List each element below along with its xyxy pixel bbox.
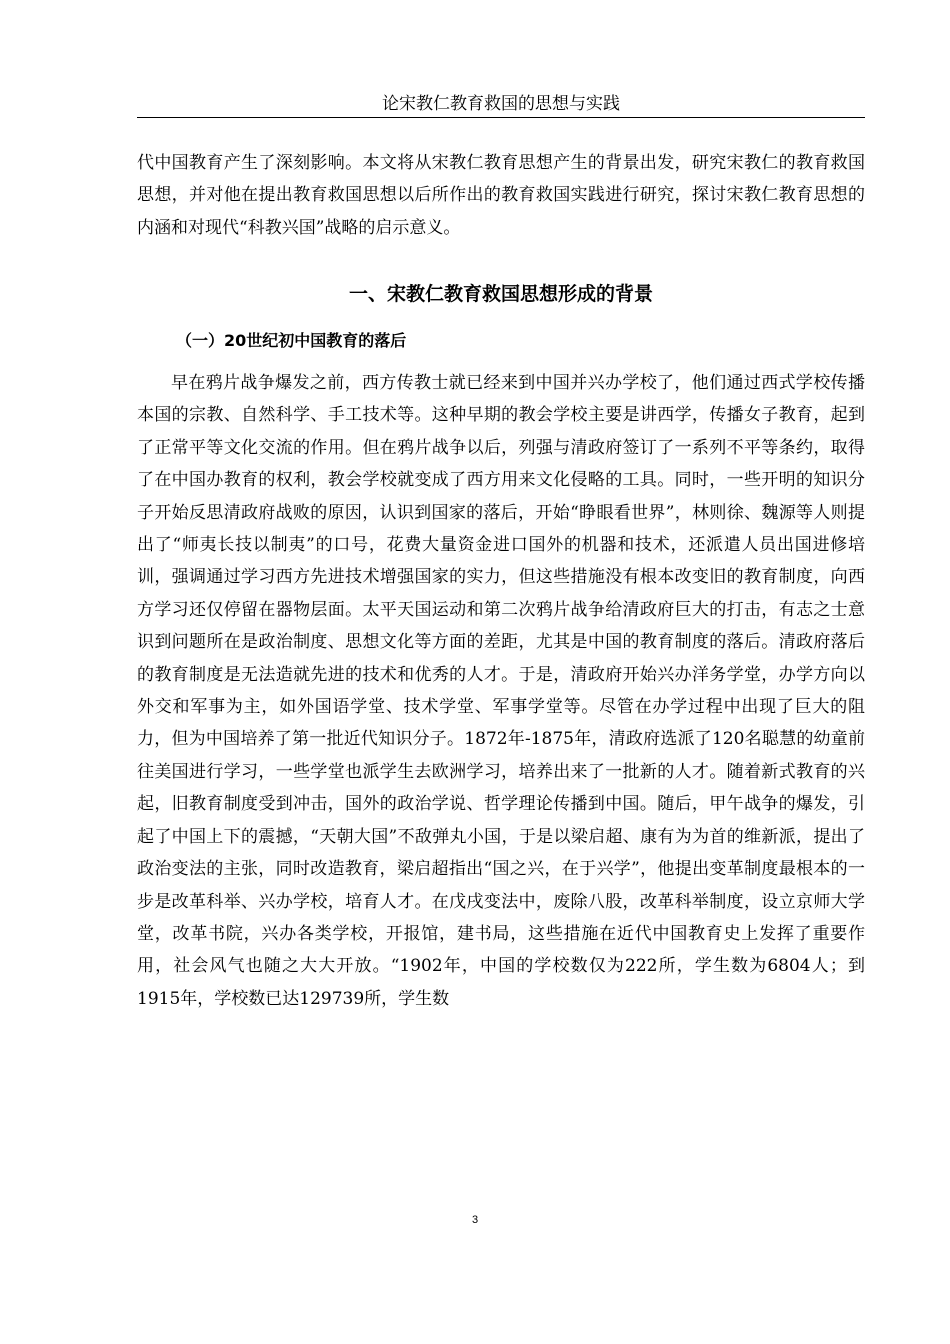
intro-paragraph: 代中国教育产生了深刻影响。本文将从宋教仁教育思想产生的背景出发，研究宋教仁的教育救国思想，并对他在提出教育救国思想以后所作出的教育救国实践进行研究，探讨宋教仁教育思想的内涵和对现代“科教兴国”战略的启示意义。: [137, 153, 865, 238]
main-paragraph: 早在鸦片战争爆发之前，西方传教士就已经来到中国并兴办学校了，他们通过西式学校传播本国的宗教、自然科学、手工技术等。这种早期的教会学校主要是讲西学，传播女子教育，起到了正常平等文化交流的作用。但在鸦片战争以后，列强与清政府签订了一系列不平等条约，取得了在中国办教育的权利，教会学校就变成了西方用来文化侵略的工具。同时，一些开明的知识分子开始反思清政府战败的原因，认识到国家的落后，开始“睁眼看世界”，林则徐、魏源等人则提出了“师夷长技以制夷”的口号，花费大量资金进口国外的机器和技术，还派遣人员出国进修培训，强调通过学习西方先进技术增强国家的实力，但这些措施没有根本改变旧的教育制度，向西方学习还仅停留在器物层面。太平天国运动和第二次鸦片战争给清政府巨大的打击，有志之士意识到问题所在是政治制度、思想文化等方面的差距，尤其是中国的教育制度的落后。清政府落后的教育制度是无法造就先进的技术和优秀的人才。于是，清政府开始兴办洋务学堂，办学方向以外交和军事为主，如外国语学堂、技术学堂、军事学堂等。尽管在办学过程中出现了巨大的阻力，但为中国培养了第一批近代知识分子。1872年-1875年，清政府选派了120名聪慧的幼童前往美国进行学习，一些学堂也派学生去欧洲学习，培养出来了一批新的人才。随着新式教育的兴起，旧教育制度受到冲击，国外的政治学说、哲学理论传播到中国。随后，甲午战争的爆发，引起了中国上下的震撼，“天朝大国”不敌弹丸小国，于是以梁启超、康有为为首的维新派，提出了政治变法的主张，同时改造教育，梁启超指出“国之兴，在于兴学”，他提出变革制度最根本的一步是改革科举、兴办学校，培育人才。在戊戌变法中，废除八股，改革科举制度，设立京师大学堂，改革书院，兴办各类学校，开报馆，建书局，这些措施在近代中国教育史上发挥了重要作用，社会风气也随之大大开放。“1902年，中国的学校数仅为222所，学生数为6804人；到1915年，学校数已达129739所，学生数: [137, 373, 865, 1009]
running-header: [137, 94, 865, 118]
subsection-title: （一）20世纪初中国教育的落后: [176, 331, 407, 350]
section-title: 一、宋教仁教育救国思想形成的背景: [348, 283, 653, 305]
header-title: 论宋教仁教育救国的思想与实践: [382, 94, 620, 114]
page-number: 3: [471, 1214, 479, 1226]
